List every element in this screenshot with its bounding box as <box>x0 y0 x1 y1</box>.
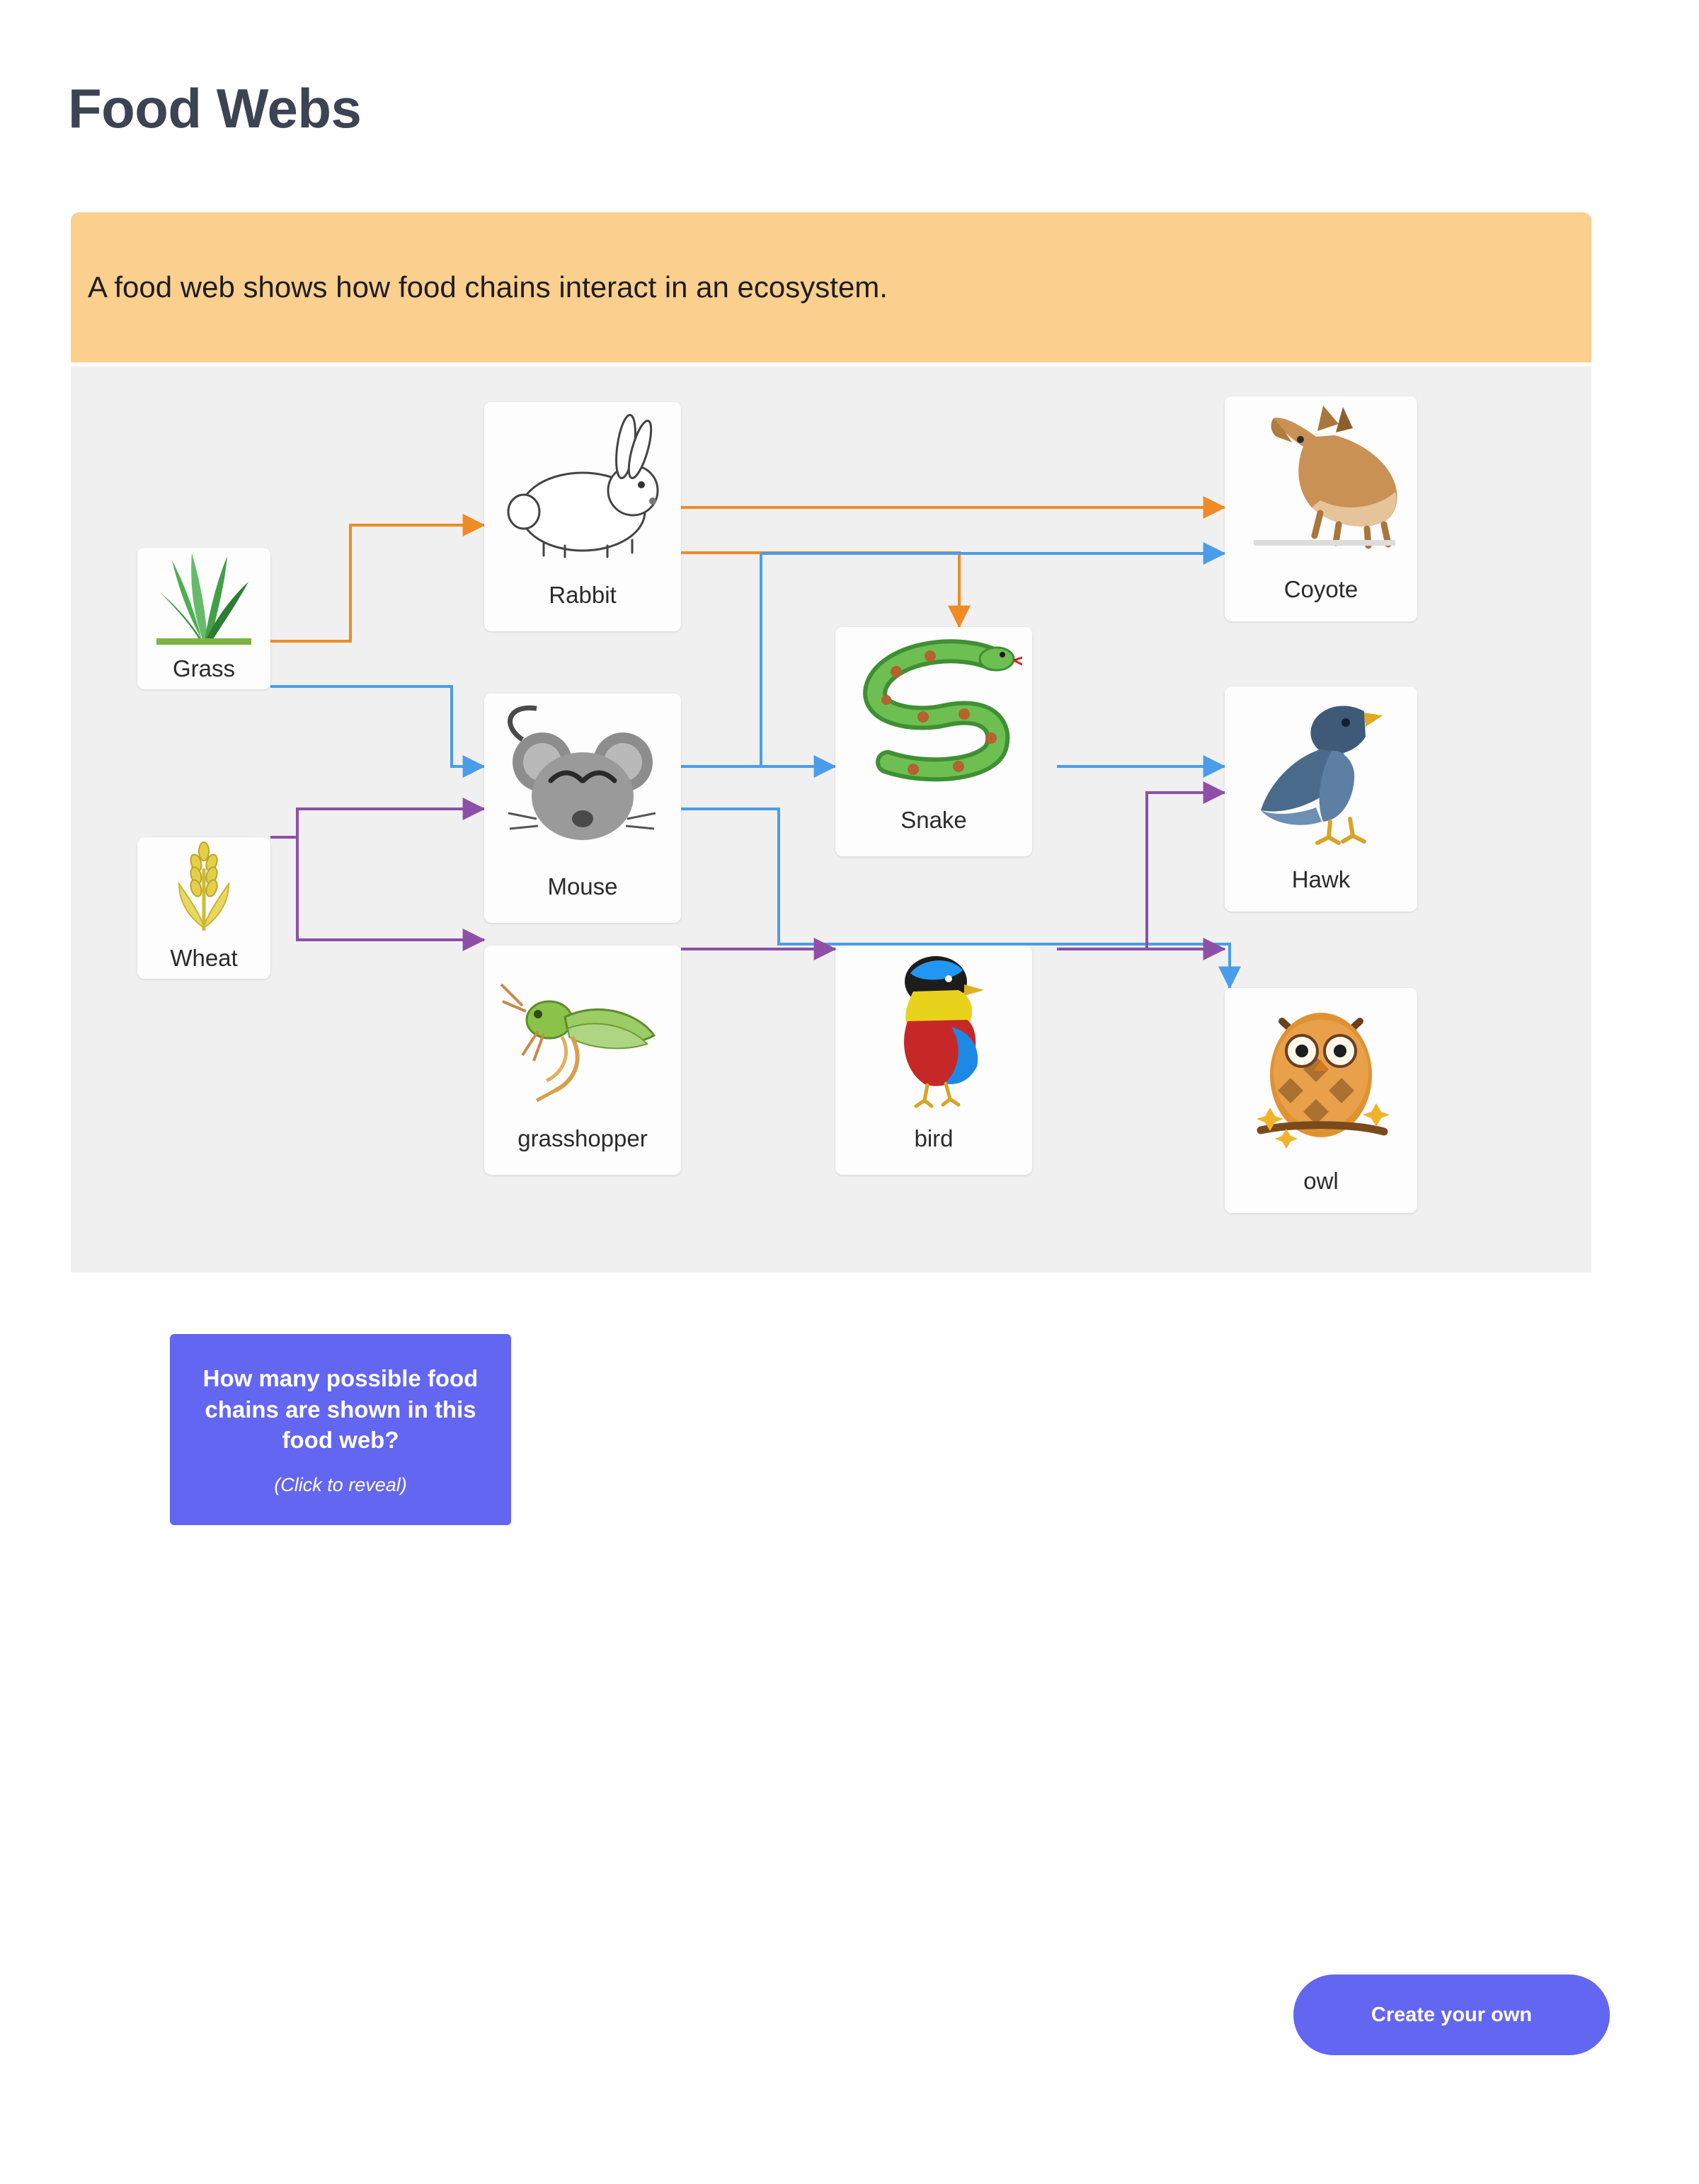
node-coyote[interactable] <box>1225 396 1417 621</box>
node-rabbit[interactable] <box>484 402 681 631</box>
node-snake[interactable] <box>835 627 1032 856</box>
node-label-mouse: Mouse <box>484 863 681 914</box>
node-label-grass: Grass <box>137 645 270 689</box>
node-label-snake: Snake <box>835 797 1032 848</box>
node-grass[interactable] <box>137 548 270 689</box>
node-hawk[interactable] <box>1225 686 1417 912</box>
page-title: Food Webs <box>68 77 362 139</box>
wheat-icon <box>137 837 270 935</box>
rabbit-icon <box>484 402 681 572</box>
node-mouse[interactable] <box>484 694 681 923</box>
node-owl[interactable] <box>1225 988 1417 1213</box>
node-wheat[interactable] <box>137 837 270 979</box>
node-grasshopper[interactable] <box>484 946 681 1175</box>
node-label-coyote: Coyote <box>1225 566 1417 617</box>
coyote-icon <box>1225 396 1417 566</box>
quiz-question: How many possible food chains are shown in this food web? <box>202 1364 479 1454</box>
info-banner-text: A food web shows how food chains interact in an ecosystem. <box>88 270 888 304</box>
info-banner <box>71 212 1591 362</box>
node-label-rabbit: Rabbit <box>484 572 681 623</box>
quiz-reveal-hint: (Click to reveal) <box>274 1474 407 1496</box>
mouse-icon <box>484 694 681 863</box>
node-label-owl: owl <box>1225 1158 1417 1209</box>
grass-icon <box>137 548 270 645</box>
node-label-grasshopper: grasshopper <box>484 1115 681 1166</box>
bird-icon <box>835 946 1032 1115</box>
node-label-bird: bird <box>835 1115 1032 1166</box>
grasshopper-icon <box>484 946 681 1115</box>
hawk-icon <box>1225 686 1417 856</box>
owl-icon <box>1225 988 1417 1158</box>
quiz-card[interactable] <box>170 1334 511 1525</box>
node-label-wheat: Wheat <box>137 935 270 979</box>
node-label-hawk: Hawk <box>1225 856 1417 907</box>
food-web-diagram <box>71 367 1591 1272</box>
create-your-own-button[interactable]: Create your own <box>1293 1975 1610 2055</box>
node-bird[interactable] <box>835 946 1032 1175</box>
snake-icon <box>835 627 1032 797</box>
